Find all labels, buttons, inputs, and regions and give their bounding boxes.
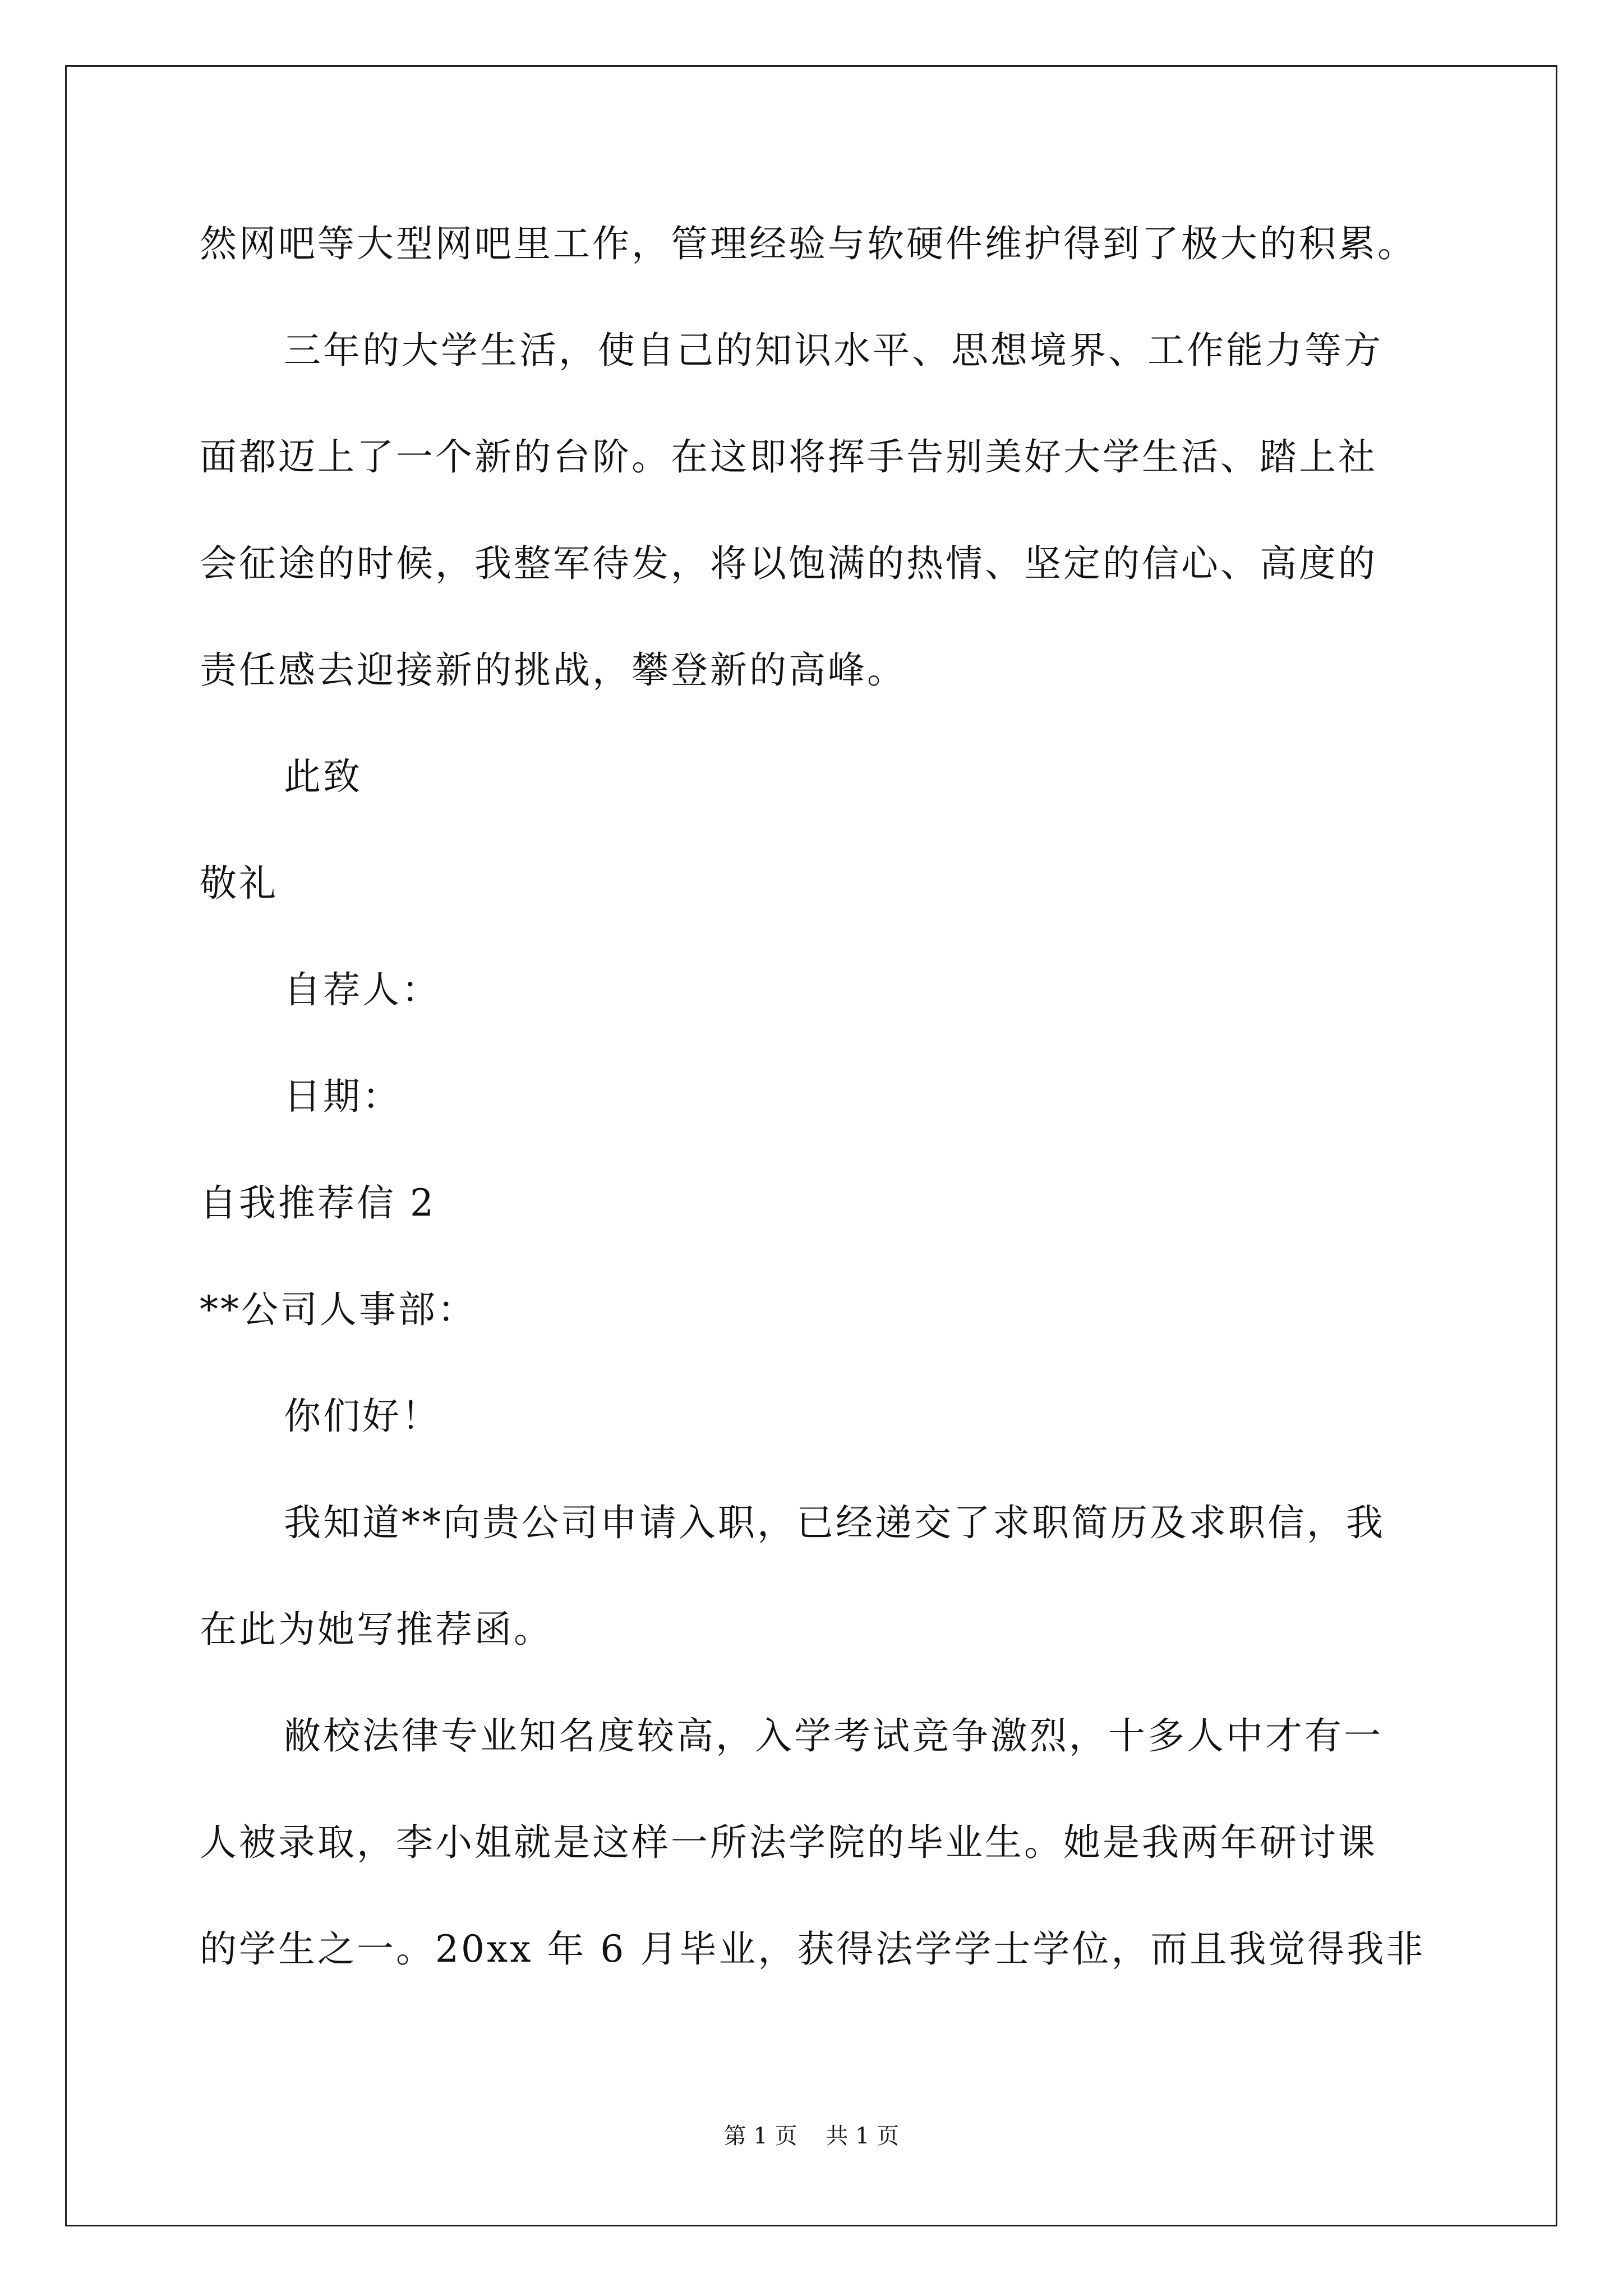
- date-label: 日期：: [284, 1075, 402, 1118]
- text-line: 在此为她写推荐函。: [200, 1608, 553, 1651]
- text-line: 敝校法律专业知名度较高，入学考试竞争激烈，十多人中才有一: [284, 1714, 1383, 1757]
- text-line: 我知道**向贵公司申请入职，已经递交了求职简历及求职信，我: [284, 1501, 1385, 1544]
- section-title: 自我推荐信 2: [200, 1181, 436, 1225]
- recipient-line: **公司人事部：: [200, 1288, 477, 1331]
- greeting-line: 你们好！: [284, 1395, 441, 1438]
- text-line: 人被录取，李小姐就是这样一所法学院的毕业生。她是我两年研讨课: [200, 1821, 1377, 1864]
- closing-salutation: 此致: [284, 755, 362, 798]
- text-line: 的学生之一。20xx 年 6 月毕业，获得法学学士学位，而且我觉得我非: [200, 1927, 1426, 1971]
- page-border: [65, 65, 1557, 2226]
- text-line: 责任感去迎接新的挑战，攀登新的高峰。: [200, 648, 906, 692]
- text-line: 面都迈上了一个新的台阶。在这即将挥手告别美好大学生活、踏上社: [200, 435, 1377, 478]
- text-line: 然网吧等大型网吧里工作，管理经验与软硬件维护得到了极大的积累。: [200, 222, 1417, 265]
- closing-regards: 敬礼: [200, 862, 278, 905]
- signature-label: 自荐人：: [284, 968, 441, 1011]
- page-footer: 第 1 页 共 1 页: [723, 2123, 900, 2149]
- text-line: 会征途的时候，我整军待发，将以饱满的热情、坚定的信心、高度的: [200, 542, 1377, 585]
- text-line: 三年的大学生活，使自己的知识水平、思想境界、工作能力等方: [284, 329, 1383, 372]
